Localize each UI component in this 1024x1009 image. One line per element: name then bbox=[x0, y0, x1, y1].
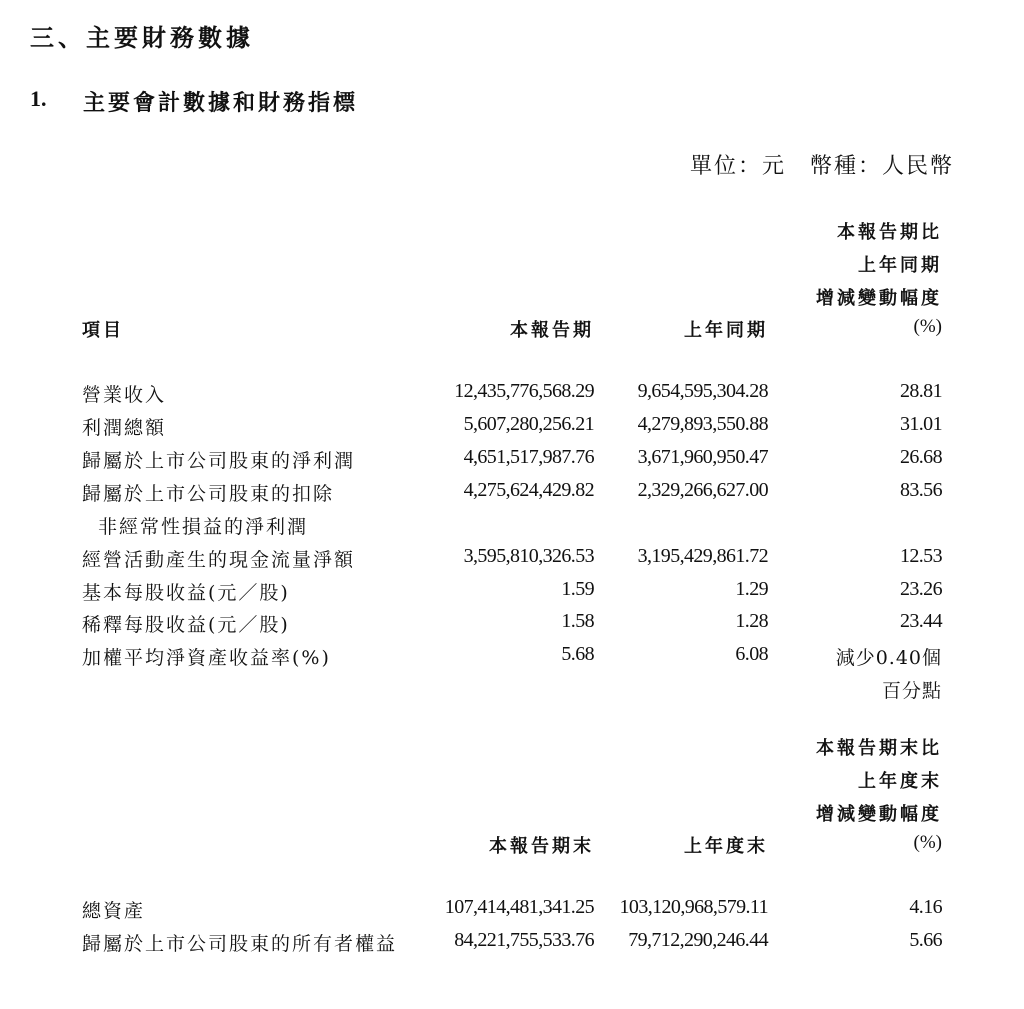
header-current-period: 本報告期 bbox=[510, 320, 594, 341]
row-label: 歸屬於上市公司股東的淨利潤 bbox=[82, 450, 356, 472]
row-label: 總資產 bbox=[82, 900, 146, 922]
row-prior: 3,195,429,861.72 bbox=[637, 545, 768, 567]
header-change-line-1: 本報告期比 bbox=[837, 222, 942, 243]
header-change-line-1: 本報告期末比 bbox=[816, 738, 942, 759]
table-row bbox=[0, 896, 1024, 928]
row-change: 12.53 bbox=[899, 545, 942, 567]
header-prior-period: 上年同期 bbox=[684, 320, 768, 341]
table-row bbox=[0, 610, 1024, 642]
row-prior: 79,712,290,246.44 bbox=[628, 929, 768, 951]
row-label: 營業收入 bbox=[82, 384, 167, 406]
table-row bbox=[0, 929, 1024, 961]
row-prior: 4,279,893,550.88 bbox=[637, 413, 768, 435]
row-label-continuation: 非經常性損益的淨利潤 bbox=[98, 516, 309, 538]
row-label: 稀釋每股收益(元／股) bbox=[82, 614, 290, 636]
table-row-continuation bbox=[0, 512, 1024, 544]
table-row bbox=[0, 380, 1024, 412]
table-row bbox=[0, 578, 1024, 610]
header-period-end: 本報告期末 bbox=[489, 836, 594, 857]
row-prior: 1.29 bbox=[735, 578, 768, 600]
row-change: 23.26 bbox=[899, 578, 942, 600]
table-row bbox=[0, 479, 1024, 511]
table-row bbox=[0, 545, 1024, 577]
row-current: 1.58 bbox=[561, 610, 594, 632]
header-item: 項目 bbox=[82, 320, 124, 341]
row-prior: 9,654,595,304.28 bbox=[637, 380, 768, 402]
table-row bbox=[0, 446, 1024, 478]
row-label: 利潤總額 bbox=[82, 417, 167, 439]
row-current: 1.59 bbox=[561, 578, 594, 600]
row-label: 基本每股收益(元／股) bbox=[82, 582, 290, 604]
row-current: 107,414,481,341.25 bbox=[444, 896, 594, 918]
header-change-line-2: 上年同期 bbox=[858, 255, 942, 276]
row-change: 減少0.40個 bbox=[835, 647, 942, 669]
row-change-continuation: 百分點 bbox=[881, 680, 942, 702]
row-change: 4.16 bbox=[909, 896, 942, 918]
row-change: 5.66 bbox=[909, 929, 942, 951]
header-change-line-4: (%) bbox=[913, 832, 942, 853]
subsection-number: 1. bbox=[30, 86, 47, 111]
row-current: 4,651,517,987.76 bbox=[463, 446, 594, 468]
table-row-continuation bbox=[0, 676, 1024, 708]
row-prior: 103,120,968,579.11 bbox=[619, 896, 768, 918]
row-label: 加權平均淨資產收益率(%) bbox=[82, 647, 331, 669]
row-label: 歸屬於上市公司股東的所有者權益 bbox=[82, 933, 398, 955]
header-change-line-4: (%) bbox=[913, 316, 942, 337]
section-title: 三、主要財務數據 bbox=[30, 24, 254, 52]
row-change: 28.81 bbox=[899, 380, 942, 402]
header-change-line-2: 上年度末 bbox=[858, 771, 942, 792]
row-label: 歸屬於上市公司股東的扣除 bbox=[82, 483, 335, 505]
row-change: 31.01 bbox=[899, 413, 942, 435]
row-current: 3,595,810,326.53 bbox=[463, 545, 594, 567]
row-change: 23.44 bbox=[899, 610, 942, 632]
row-change: 26.68 bbox=[899, 446, 942, 468]
row-prior: 6.08 bbox=[735, 643, 768, 665]
table-row bbox=[0, 413, 1024, 445]
row-prior: 1.28 bbox=[735, 610, 768, 632]
row-prior: 2,329,266,627.00 bbox=[637, 479, 768, 501]
header-change-line-3: 增減變動幅度 bbox=[816, 288, 942, 309]
subsection-title: 主要會計數據和財務指標 bbox=[83, 91, 359, 116]
unit-currency-note: 單位：元 幣種：人民幣 bbox=[689, 154, 954, 179]
header-change-line-3: 增減變動幅度 bbox=[816, 804, 942, 825]
row-current: 84,221,755,533.76 bbox=[454, 929, 594, 951]
row-current: 5.68 bbox=[561, 643, 594, 665]
row-current: 12,435,776,568.29 bbox=[454, 380, 594, 402]
row-label: 經營活動產生的現金流量淨額 bbox=[82, 549, 356, 571]
row-change: 83.56 bbox=[899, 479, 942, 501]
row-current: 5,607,280,256.21 bbox=[463, 413, 594, 435]
header-prior-year-end: 上年度末 bbox=[684, 836, 768, 857]
row-current: 4,275,624,429.82 bbox=[463, 479, 594, 501]
row-prior: 3,671,960,950.47 bbox=[637, 446, 768, 468]
table-row bbox=[0, 643, 1024, 675]
